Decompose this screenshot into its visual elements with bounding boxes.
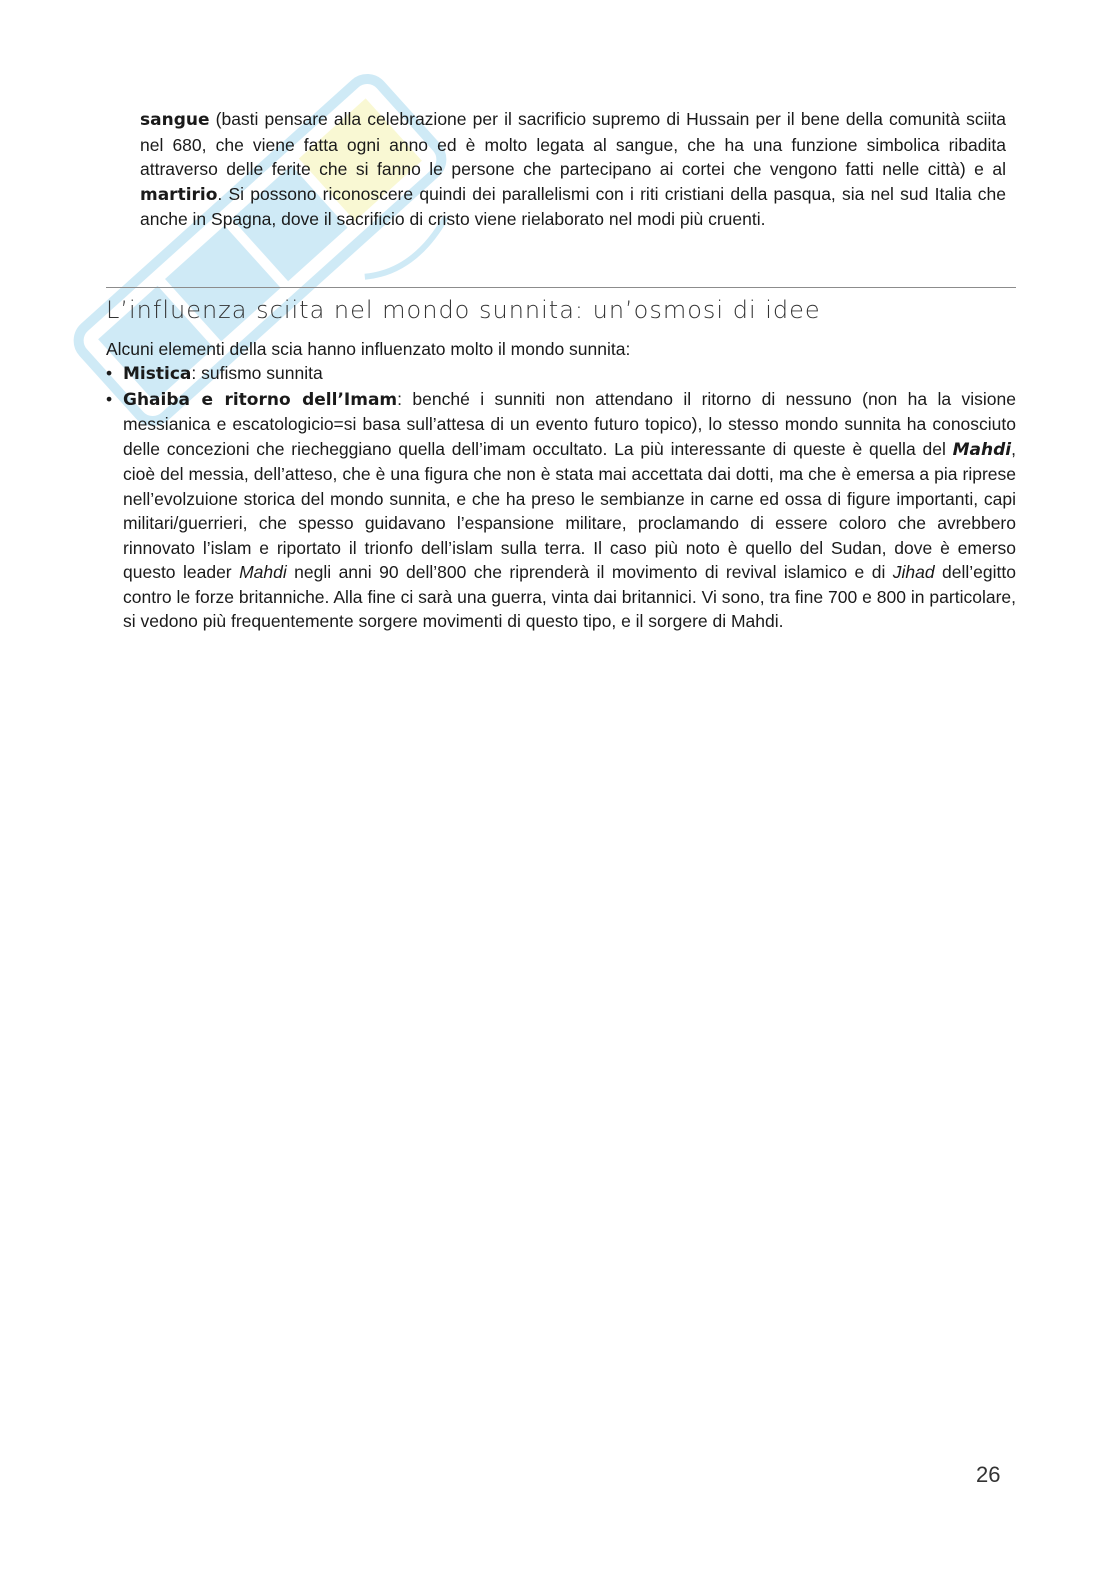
lead-sentence: Alcuni elementi della scia hanno influenzato molto il mondo sunnita:	[106, 339, 631, 359]
ghaiba-text-4: dell’egitto contro le forze britanniche. Alla fine ci sarà una guerra, vinta dai britannici. Vi sono, tra fine 700 e 800 in particolare, si vedono più frequentemente sorgere movimenti di questo tipo, e il sorgere di Mahdi.	[123, 562, 1016, 631]
bullet-list	[106, 361, 1016, 634]
ghaiba-text-3: negli anni 90 dell’800 che riprenderà il movimento di revival islamico e di	[286, 562, 893, 582]
section-divider	[106, 287, 1016, 288]
list-item-mistica	[106, 361, 1016, 387]
intro-paragraph	[140, 107, 1006, 232]
term-sangue: sangue	[140, 110, 210, 130]
mahdi-italic: Mahdi	[239, 562, 287, 582]
bullet-icon: •	[106, 388, 113, 409]
mistica-text: : sufismo sunnita	[191, 363, 323, 383]
ghaiba-text-2: , cioè del messia, dell’atteso, che è una figura che non è stata mai accettata dai dotti, ma che è emersa a pia riprese nell’evolzuione storica del mondo sunnita, e che ha preso le sembianze in carne ed ossa di figure importanti, capi militari/guerrieri, che spesso guidavano l’espansione militare, proclamando di essere coloro che avrebbero rinnovato l’islam e riportato il trionfo dell’islam sulla terra. Il caso più noto è quello del Sudan, dove è emerso questo leader	[123, 438, 1016, 582]
list-item-ghaiba	[106, 387, 1016, 634]
intro-text-1: (basti pensare alla celebrazione per il sacrificio supremo di Hussain per il bene della comunità sciita nel 680, che viene fatta ogni anno ed è molto legata al sangue, che ha una funzione simbolica ribadita attraverso delle ferite che si fanno le persone che partecipano ai cortei che vengono fatti nelle città) e al	[140, 109, 1006, 179]
ghaiba-text-1: : benché i sunniti non attendano il ritorno di nessuno (non ha la visione messianica e escatologicio=si basa sull’attesa di un evento futuro topico), lo stesso mondo sunnita ha conosciuto delle concezioni che riecheggiano quella dell’imam occultato. La più interessante di queste è quella del	[123, 388, 1016, 459]
intro-text-2: . Si possono riconoscere quindi dei parallelismi con i riti cristiani della pasqua, sia nel sud Italia che anche in Spagna, dove il sacrificio di cristo viene rielaborato nel modi più cruenti.	[140, 183, 1006, 229]
jihad-italic: Jihad	[892, 562, 935, 582]
term-martirio: martirio	[140, 184, 218, 205]
term-mahdi: Mahdi	[952, 439, 1012, 460]
section-heading: L’influenza sciita nel mondo sunnita: un’osmosi di idee	[106, 296, 821, 324]
term-ghaiba: Ghaiba e ritorno dell’Imam	[123, 389, 398, 410]
page-number: 26	[976, 1462, 1001, 1487]
bullet-icon: •	[106, 363, 113, 383]
term-mistica: Mistica	[123, 364, 192, 384]
